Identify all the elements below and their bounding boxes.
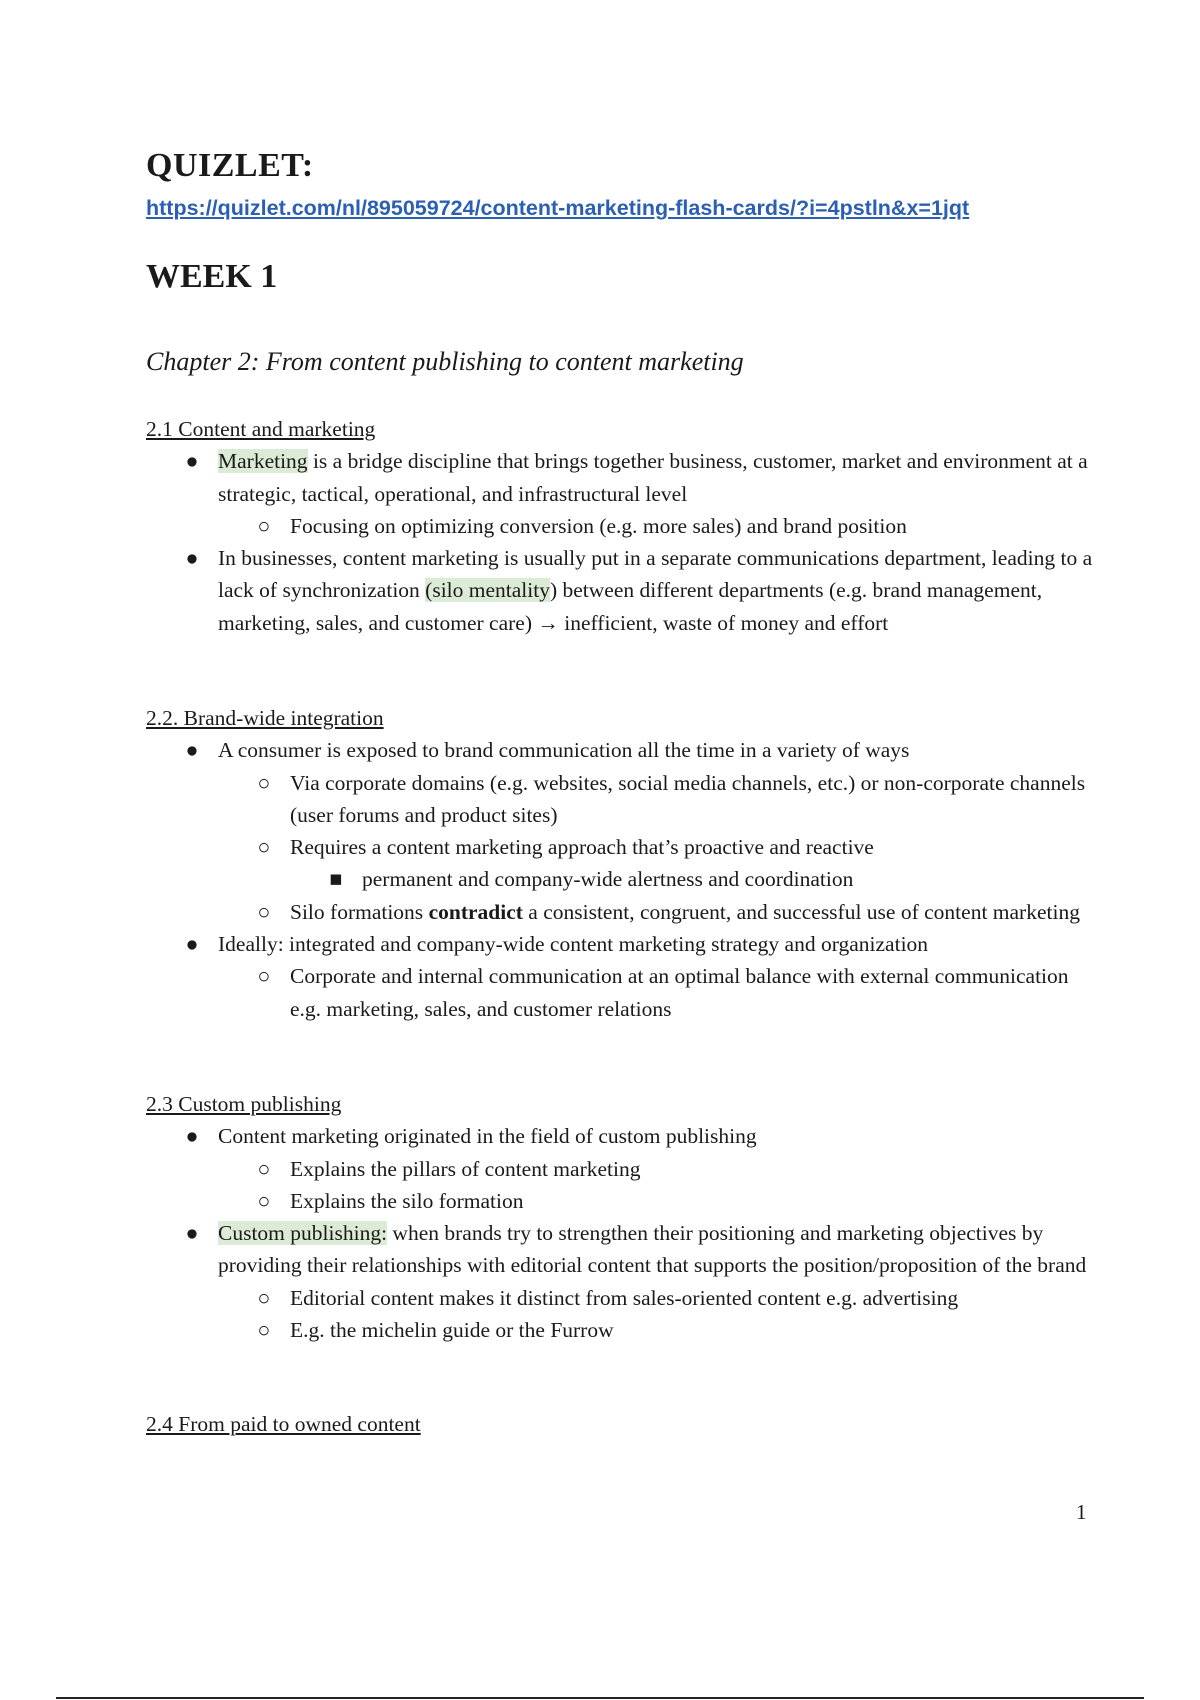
list-item-text: Focusing on optimizing conversion (e.g. more sales) and brand position (290, 513, 907, 538)
circle-bullet-icon: ○ (257, 964, 271, 989)
list-item (146, 928, 1096, 1025)
circle-bullet-icon: ○ (257, 1156, 271, 1181)
highlighted-term: Marketing (218, 449, 308, 474)
list-item-text: Content marketing originated in the field of custom publishing (218, 1124, 757, 1149)
section-content-and-marketing (146, 413, 1096, 639)
bullet-icon: ● (185, 738, 199, 763)
page-number: 1 (1076, 1500, 1087, 1524)
list-item (146, 1314, 1096, 1346)
quizlet-link[interactable]: https://quizlet.com/nl/895059724/content-marketing-flash-cards/?i=4pstln&x=1jqt (146, 196, 970, 220)
bullet-list (146, 445, 1096, 639)
section-heading: 2.4 From paid to owned content (146, 1412, 421, 1436)
section-paid-to-owned (146, 1408, 1096, 1440)
list-item-text: Corporate and internal communication at an optimal balance with external communication e.g. marketing, sales, and customer relations (290, 964, 1069, 1021)
section-brand-wide-integration (146, 702, 1096, 1025)
sub-sub-bullet-list (146, 863, 1096, 895)
section-heading: 2.1 Content and marketing (146, 417, 376, 441)
circle-bullet-icon: ○ (257, 513, 271, 538)
bold-term: contradict (428, 899, 523, 924)
bullet-list (146, 734, 1096, 1025)
sub-bullet-list (146, 767, 1096, 928)
list-item (146, 960, 1096, 1025)
list-item-text: is a bridge discipline that brings together business, customer, market and environment at a strategic, tactical, operational, and infrastructural level (218, 449, 1088, 506)
sub-bullet-list (146, 1153, 1096, 1218)
circle-bullet-icon: ○ (257, 1318, 271, 1343)
circle-bullet-icon: ○ (257, 1285, 271, 1310)
week-heading: WEEK 1 (146, 258, 278, 295)
section-heading: 2.2. Brand-wide integration (146, 706, 384, 730)
chapter-heading: Chapter 2: From content publishing to content marketing (146, 347, 744, 376)
list-item (146, 510, 1096, 542)
list-item (146, 1282, 1096, 1314)
document-title: QUIZLET: (146, 147, 314, 184)
list-item (146, 863, 1096, 895)
circle-bullet-icon: ○ (257, 899, 271, 924)
list-item (146, 1185, 1096, 1217)
list-item-text: ) between different departments (e.g. brand management, marketing, sales, and customer care) → inefficient, waste of money and effort (218, 578, 1043, 635)
square-bullet-icon: ■ (329, 867, 343, 892)
circle-bullet-icon: ○ (257, 835, 271, 860)
section-custom-publishing (146, 1088, 1096, 1346)
list-item (146, 767, 1096, 832)
list-item-text: Via corporate domains (e.g. websites, social media channels, etc.) or non-corporate channels (user forums and product sites) (290, 770, 1086, 827)
circle-bullet-icon: ○ (257, 770, 271, 795)
list-item (146, 445, 1096, 542)
list-item-text: A consumer is exposed to brand communication all the time in a variety of ways (218, 738, 910, 763)
list-item (146, 1217, 1096, 1346)
list-item (146, 896, 1096, 928)
list-item (146, 734, 1096, 928)
bullet-list (146, 1120, 1096, 1346)
list-item-text: a consistent, congruent, and successful use of content marketing (522, 899, 1080, 924)
bullet-icon: ● (185, 1124, 199, 1149)
circle-bullet-icon: ○ (257, 1188, 271, 1213)
footer-divider (56, 1697, 1144, 1699)
highlighted-term: (silo mentality (425, 578, 550, 603)
list-item-text: Explains the pillars of content marketing (290, 1156, 641, 1181)
bullet-icon: ● (185, 932, 199, 957)
sub-bullet-list (146, 1282, 1096, 1347)
list-item-text: permanent and company-wide alertness and coordination (362, 867, 854, 892)
list-item-text: Explains the silo formation (290, 1188, 524, 1213)
list-item (146, 831, 1096, 896)
bullet-icon: ● (185, 546, 199, 571)
section-heading: 2.3 Custom publishing (146, 1092, 342, 1116)
sub-bullet-list (146, 960, 1096, 1025)
list-item-text: Ideally: integrated and company-wide content marketing strategy and organization (218, 932, 929, 957)
list-item-text: Editorial content makes it distinct from sales-oriented content e.g. advertising (290, 1285, 959, 1310)
sub-bullet-list (146, 510, 1096, 542)
highlighted-term: Custom publishing: (218, 1221, 388, 1246)
list-item (146, 1120, 1096, 1217)
list-item (146, 1153, 1096, 1185)
bullet-icon: ● (185, 449, 199, 474)
list-item (146, 542, 1096, 639)
list-item-text: Silo formations (290, 899, 429, 924)
list-item-text: when brands try to strengthen their positioning and marketing objectives by providing their relationships with editorial content that supports the position/proposition of the brand (218, 1221, 1087, 1278)
list-item-text: Requires a content marketing approach that’s proactive and reactive (290, 835, 874, 860)
bullet-icon: ● (185, 1221, 199, 1246)
list-item-text: E.g. the michelin guide or the Furrow (290, 1318, 614, 1343)
list-item-text: In businesses, content marketing is usually put in a separate communications department, leading to a lack of synchronization (218, 546, 1093, 603)
